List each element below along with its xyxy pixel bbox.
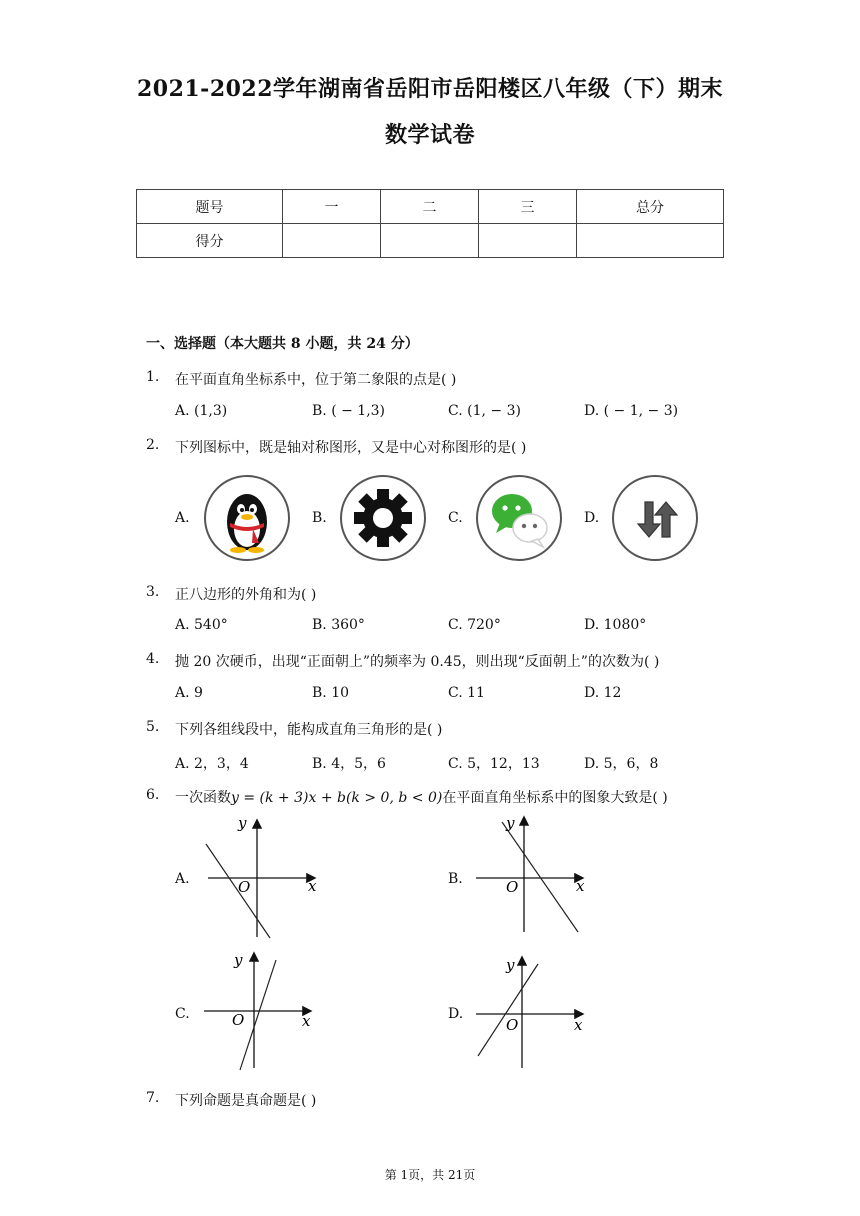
penguin-icon: [204, 475, 290, 561]
q1-option-a: A. (1,3): [175, 403, 228, 419]
question-text: 下列命题是真命题是( ): [175, 1093, 317, 1109]
graph-option-a: [200, 812, 330, 942]
q1-option-c: C. (1, − 3): [448, 403, 521, 419]
question-number: 7.: [146, 1090, 160, 1106]
q3-option-d: D. 1080°: [584, 617, 647, 633]
graph-option-b: [470, 812, 600, 942]
q1-option-b: B. ( − 1,3): [312, 403, 386, 419]
origin-label: O: [232, 1011, 245, 1029]
question-text: 下列图标中，既是轴对称图形，又是中心对称图形的是( ): [175, 440, 527, 456]
q4-option-b: B. 10: [312, 685, 350, 701]
question-number: 4.: [146, 651, 160, 667]
y-axis-label: y: [234, 951, 243, 969]
score-cell-part1: [283, 224, 381, 258]
graph-option-d: [470, 948, 600, 1078]
up-down-arrows-icon: [612, 475, 698, 561]
x-axis-label: x: [302, 1012, 311, 1030]
q4-option-c: C. 11: [448, 685, 485, 701]
q6-option-d: D.: [448, 1006, 464, 1022]
function-expression: y = (k + 3)x + b(k > 0, b < 0): [231, 790, 443, 806]
q5-option-c: C. 5，12，13: [448, 756, 540, 772]
question-text-post: 在平面直角坐标系中的图象大致是( ): [442, 790, 668, 806]
score-header-part2: 二: [381, 190, 479, 224]
q4-option-a: A. 9: [175, 685, 203, 701]
q2-option-d: D.: [584, 510, 600, 526]
q1-option-d: D. ( − 1, − 3): [584, 403, 679, 419]
score-header-part3: 三: [479, 190, 577, 224]
q5-option-b: B. 4，5，6: [312, 756, 386, 772]
score-table-score-row: [137, 224, 724, 258]
q3-option-c: C. 720°: [448, 617, 501, 633]
score-header-total: 总分: [577, 190, 724, 224]
y-axis-label: y: [506, 956, 515, 974]
exam-title-line1: 2021-2022学年湖南省岳阳市岳阳楼区八年级（下）期末: [136, 76, 724, 102]
y-axis-label: y: [506, 814, 515, 832]
score-row-label: 得分: [137, 224, 283, 258]
question-text: 正八边形的外角和为( ): [175, 587, 317, 603]
question-text: 抛 20 次硬币，出现“正面朝上”的频率为 0.45，则出现“反面朝上”的次数为( ): [175, 654, 660, 670]
question-number: 3.: [146, 584, 160, 600]
section-heading-choice: 一、选择题（本大题共 8 小题，共 24 分）: [146, 336, 419, 352]
origin-label: O: [506, 1016, 519, 1034]
origin-label: O: [238, 878, 251, 896]
score-table: [136, 189, 724, 258]
question-number: 2.: [146, 437, 160, 453]
origin-label: O: [506, 878, 519, 896]
score-table-header-row: [137, 190, 724, 224]
gear-icon: [340, 475, 426, 561]
q2-option-c: C.: [448, 510, 463, 526]
wechat-icon: [476, 475, 562, 561]
question-number: 1.: [146, 369, 160, 385]
q3-option-a: A. 540°: [175, 617, 228, 633]
page-footer: 第 1页，共 21页: [384, 1168, 476, 1182]
question-text-pre: 一次函数: [175, 790, 231, 806]
q5-option-d: D. 5，6，8: [584, 756, 659, 772]
q6-option-b: B.: [448, 871, 463, 887]
x-axis-label: x: [576, 877, 585, 895]
q6-option-a: A.: [175, 871, 190, 887]
q2-option-b: B.: [312, 510, 327, 526]
q2-option-a: A.: [175, 510, 190, 526]
q4-option-d: D. 12: [584, 685, 622, 701]
question-number: 6.: [146, 787, 160, 803]
score-cell-total: [577, 224, 724, 258]
x-axis-label: x: [308, 877, 317, 895]
question-text: 下列各组线段中，能构成直角三角形的是( ): [175, 722, 443, 738]
question-text: 在平面直角坐标系中，位于第二象限的点是( ): [175, 372, 457, 388]
q5-option-a: A. 2，3，4: [175, 756, 249, 772]
score-header-part1: 一: [283, 190, 381, 224]
q3-option-b: B. 360°: [312, 617, 365, 633]
graph-option-c: [198, 948, 328, 1078]
y-axis-label: y: [238, 814, 247, 832]
score-cell-part3: [479, 224, 577, 258]
score-header-question-no: 题号: [137, 190, 283, 224]
score-cell-part2: [381, 224, 479, 258]
question-text: [175, 787, 668, 807]
x-axis-label: x: [574, 1016, 583, 1034]
exam-title-line2: 数学试卷: [384, 122, 475, 148]
q6-option-c: C.: [175, 1006, 190, 1022]
question-number: 5.: [146, 719, 160, 735]
